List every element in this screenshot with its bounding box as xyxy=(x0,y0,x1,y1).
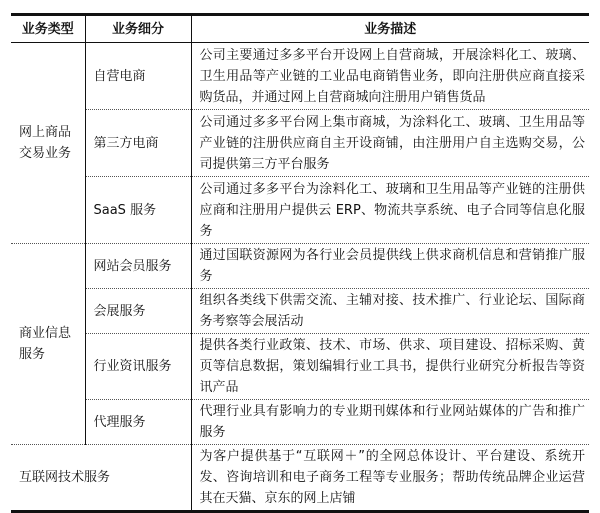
table-row xyxy=(11,177,589,244)
business-description-cell: 为客户提供基于“互联网＋”的全网总体设计、平台建设、系统开发、咨询培训和电子商务工程等专业服务；帮助传统品牌企业运营其在天猫、京东的网上店铺 xyxy=(191,445,589,512)
header-business-description: 业务描述 xyxy=(191,15,589,43)
business-segment-cell: 会展服务 xyxy=(85,289,191,334)
business-segment-cell: 网站会员服务 xyxy=(85,244,191,289)
business-table xyxy=(11,13,589,513)
table-row xyxy=(11,400,589,445)
business-type-cell: 互联网技术服务 xyxy=(11,445,191,512)
business-type-label: 商业信息 服务 xyxy=(19,326,72,362)
table-row xyxy=(11,289,589,334)
business-segment-cell: SaaS 服务 xyxy=(85,177,191,244)
table-row xyxy=(11,244,589,289)
business-type-cell xyxy=(11,244,85,445)
business-segment-cell: 代理服务 xyxy=(85,400,191,445)
business-description-cell: 提供各类行业政策、技术、市场、供求、项目建设、招标采购、黄页等信息数据，策划编辑行业工具书，提供行业研究分析报告等资讯产品 xyxy=(191,334,589,400)
table-row xyxy=(11,334,589,400)
business-segment-cell: 行业资讯服务 xyxy=(85,334,191,400)
table-row xyxy=(11,43,589,110)
header-business-type: 业务类型 xyxy=(11,15,85,43)
header-business-segment: 业务细分 xyxy=(85,15,191,43)
table-row xyxy=(11,110,589,177)
business-segment-cell: 自营电商 xyxy=(85,43,191,110)
table-row xyxy=(11,445,589,512)
business-description-cell: 公司主要通过多多平台开设网上自营商城，开展涂料化工、玻璃、卫生用品等产业链的工业品电商销售业务，即向注册供应商直接采购货品，并通过网上自营商城向注册用户销售货品 xyxy=(191,43,589,110)
business-description-cell: 代理行业具有影响力的专业期刊媒体和行业网站媒体的广告和推广服务 xyxy=(191,400,589,445)
business-segment-cell: 第三方电商 xyxy=(85,110,191,177)
business-description-cell: 组织各类线下供需交流、主辅对接、技术推广、行业论坛、国际商务考察等会展活动 xyxy=(191,289,589,334)
business-description-cell: 公司通过多多平台网上集市商城，为涂料化工、玻璃、卫生用品等产业链的注册供应商自主开设商铺，由注册用户自主选购交易，公司提供第三方平台服务 xyxy=(191,110,589,177)
business-type-cell xyxy=(11,43,85,244)
business-description-cell: 公司通过多多平台为涂料化工、玻璃和卫生用品等产业链的注册供应商和注册用户提供云 ERP、物流共享系统、电子合同等信息化服务 xyxy=(191,177,589,244)
business-description-cell: 通过国联资源网为各行业会员提供线上供求商机信息和营销推广服务 xyxy=(191,244,589,289)
business-type-label: 网上商品 交易业务 xyxy=(19,125,72,161)
header-row xyxy=(11,15,589,43)
